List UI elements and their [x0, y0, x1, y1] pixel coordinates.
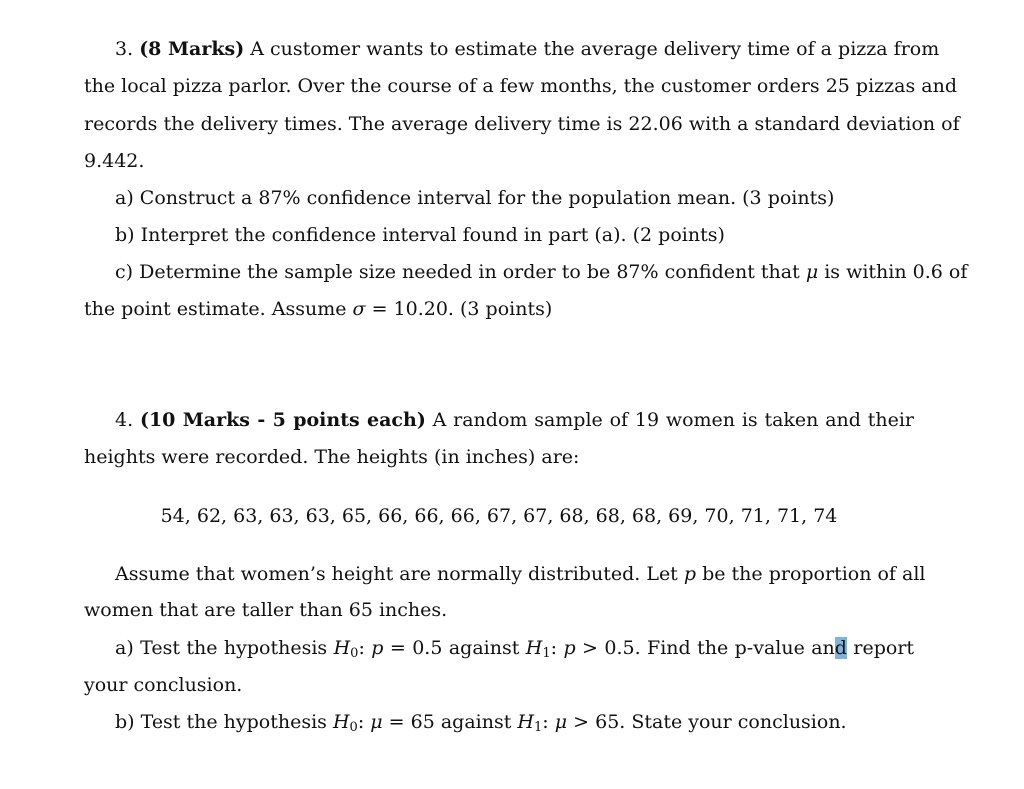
q3-part-b: b) Interpret the confidence interval found in part (a). (2 points) — [115, 224, 725, 246]
q4-part-a-eq: = 0.5 against — [389, 637, 520, 659]
q4-part-b-gt: > 65. State your conclusion. — [573, 711, 847, 733]
p-symbol: p — [683, 563, 697, 585]
q4-line-1 — [115, 408, 914, 432]
mu-symbol: μ — [805, 261, 819, 283]
q3-part-c-cont-text: the point estimate. Assume — [84, 298, 347, 320]
h1-symbol: $H_1$ — [525, 637, 551, 661]
mu-symbol: μ — [554, 711, 568, 733]
h0-symbol: $H_0$ — [333, 637, 359, 661]
q4-line-1-text: A random sample of 19 women is taken and their — [432, 409, 915, 431]
q3-marks: (8 Marks) — [139, 38, 245, 60]
q4-part-b-text: b) Test the hypothesis — [115, 711, 327, 733]
mu-symbol: μ — [370, 711, 383, 733]
q3-part-c-cont — [84, 297, 914, 321]
q4-part-b-eq: = 65 against — [388, 711, 512, 733]
q4-part-a-gt: > 0.5. Find the p-value and — [582, 637, 847, 659]
q4-marks: (10 Marks - 5 points each) — [139, 409, 426, 431]
q4-part-a-cont: your conclusion. — [84, 674, 243, 696]
q4-assume-text: Assume that women’s height are normally distributed. Let — [115, 563, 678, 585]
q4-part-b: b) Test the hypothesis $H_0$: μ = 65 against $H_1$: μ > 65. State your conclusion. — [115, 711, 847, 735]
sigma-symbol: σ — [352, 298, 366, 320]
q3-line-3: records the delivery times. The average delivery time is 22.06 with a standard deviation of — [84, 113, 960, 135]
q4-part-a-end: report — [853, 637, 915, 659]
q4-data: 54, 62, 63, 63, 63, 65, 66, 66, 66, 67, 67, 68, 68, 68, 69, 70, 71, 71, 74 — [160, 505, 838, 527]
q4-assume — [115, 562, 926, 586]
q3-part-c-text-2: is within 0.6 of — [824, 261, 968, 283]
p-symbol: p — [371, 637, 384, 659]
q3-number: 3. — [115, 38, 134, 60]
p-symbol: p — [563, 637, 576, 659]
q4-number: 4. — [115, 409, 134, 431]
q3-part-c-cont-text-2: = 10.20. (3 points) — [371, 298, 553, 320]
q4-assume-text-2: be the proportion of all — [702, 563, 926, 585]
q4-part-a: a) Test the hypothesis $H_0$: p = 0.5 against $H_1$: p > 0.5. Find the p-value and report — [115, 637, 915, 661]
text-selection-highlight: d — [834, 637, 847, 659]
q3-line-1-text: A customer wants to estimate the average delivery time of a pizza from — [250, 38, 940, 60]
h1-symbol: $H_1$ — [517, 711, 543, 735]
q3-part-a: a) Construct a 87% confidence interval for the population mean. (3 points) — [115, 187, 835, 209]
q4-line-2: heights were recorded. The heights (in inches) are: — [84, 446, 580, 468]
q3-part-c-text: c) Determine the sample size needed in order to be 87% confident that — [115, 261, 800, 283]
q3-part-c — [115, 260, 968, 284]
h0-symbol: $H_0$ — [332, 711, 358, 735]
q3-line-2: the local pizza parlor. Over the course of a few months, the customer orders 25 pizzas and — [84, 75, 958, 97]
q3-line-1 — [115, 37, 940, 61]
q3-line-4: 9.442. — [84, 150, 145, 172]
q4-part-a-text: a) Test the hypothesis — [115, 637, 328, 659]
q4-assume-cont: women that are taller than 65 inches. — [84, 599, 448, 621]
